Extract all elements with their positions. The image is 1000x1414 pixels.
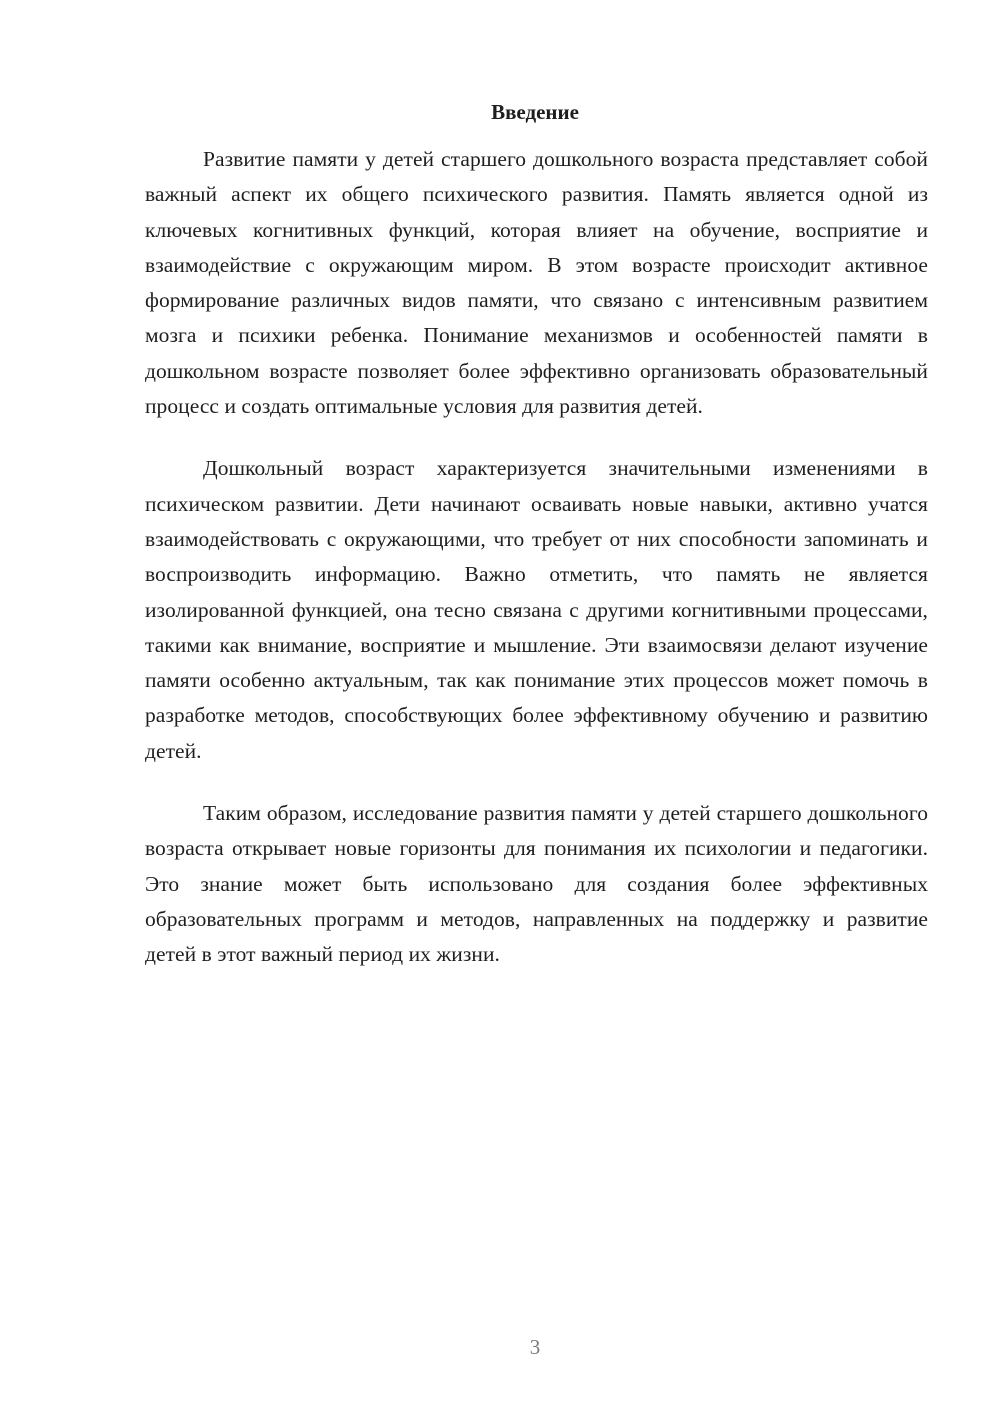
document-body	[145, 142, 928, 973]
paragraph-2: Дошкольный возраст характеризуется значительными изменениями в психическом развитии. Дети начинают осваивать новые навыки, активно учатся взаимодействовать с окружающими, что требует от них способности запоминать и воспроизводить информацию. Важно отметить, что память не является изолированной функцией, она тесно связана с другими когнитивными процессами, такими как внимание, восприятие и мышление. Эти взаимосвязи делают изучение памяти особенно актуальным, так как понимание этих процессов может помочь в разработке методов, способствующих более эффективному обучению и развитию детей.	[145, 456, 928, 763]
page-number: 3	[529, 1335, 541, 1359]
page-title: Введение	[491, 100, 579, 124]
paragraph-3: Таким образом, исследование развития памяти у детей старшего дошкольного возраста открывает новые горизонты для понимания их психологии и педагогики. Это знание может быть использовано для создания более эффективных образовательных программ и методов, направленных на поддержку и развитие детей в этот важный период их жизни.	[145, 801, 928, 967]
paragraph-1: Развитие памяти у детей старшего дошкольного возраста представляет собой важный аспект их общего психического развития. Память является одной из ключевых когнитивных функций, которая влияет на обучение, восприятие и взаимодействие с окружающим миром. В этом возрасте происходит активное формирование различных видов памяти, что связано с интенсивным развитием мозга и психики ребенка. Понимание механизмов и особенностей памяти в дошкольном возрасте позволяет более эффективно организовать образовательный процесс и создать оптимальные условия для развития детей.	[145, 147, 928, 419]
